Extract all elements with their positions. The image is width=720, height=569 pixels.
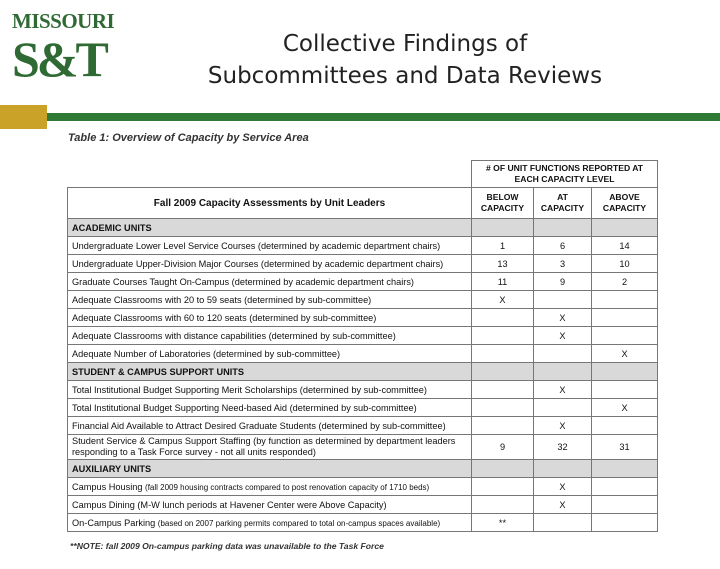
table-row (68, 514, 658, 532)
section-academic: ACADEMIC UNITS (68, 219, 472, 237)
main-header: Fall 2009 Capacity Assessments by Unit Leaders (68, 188, 472, 219)
section-row (68, 460, 658, 478)
table-row (68, 478, 658, 496)
missouri-st-logo (12, 9, 115, 90)
cell-above (592, 291, 658, 309)
table-caption: Table 1: Overview of Capacity by Service Area (68, 132, 309, 144)
cell-at: 9 (534, 273, 592, 291)
cell-below (472, 309, 534, 327)
logo-st: S&T (12, 31, 106, 87)
section-row (68, 363, 658, 381)
cell-below (472, 327, 534, 345)
cell-above: X (592, 399, 658, 417)
logo-missouri: MISSOURI (12, 9, 115, 33)
cell-above (592, 478, 658, 496)
cell-below (472, 399, 534, 417)
cell-below (472, 417, 534, 435)
cell-at: X (534, 478, 592, 496)
cell-below (472, 478, 534, 496)
cell-below (472, 345, 534, 363)
header-row-1 (68, 161, 658, 188)
section-student-support: STUDENT & CAMPUS SUPPORT UNITS (68, 363, 472, 381)
row-label: Graduate Courses Taught On-Campus (determined by academic department chairs) (68, 273, 472, 291)
cell-above (592, 327, 658, 345)
row-label-detail: (fall 2009 housing contracts compared to post renovation capacity of 1710 beds) (145, 482, 430, 492)
cell-at: X (534, 381, 592, 399)
row-label: Undergraduate Upper-Division Major Courses (determined by academic department chairs) (68, 255, 472, 273)
cell-below: 9 (472, 435, 534, 460)
table-row (68, 345, 658, 363)
cell-above (592, 381, 658, 399)
row-label (68, 478, 472, 496)
cell-at (534, 399, 592, 417)
row-label: Adequate Number of Laboratories (determined by sub-committee) (68, 345, 472, 363)
table-row (68, 291, 658, 309)
cell-above (592, 496, 658, 514)
row-label: Student Service & Campus Support Staffing (by function as determined by department leaders responding to a Task Force survey - not all units responded) (68, 435, 472, 460)
cell-at: X (534, 309, 592, 327)
col-header-below: BELOW CAPACITY (472, 188, 534, 219)
row-label: Adequate Classrooms with distance capabilities (determined by sub-committee) (68, 327, 472, 345)
header-blank (68, 161, 472, 188)
section-auxiliary: AUXILIARY UNITS (68, 460, 472, 478)
group-header: # OF UNIT FUNCTIONS REPORTED AT EACH CAPACITY LEVEL (472, 161, 658, 188)
cell-below: X (472, 291, 534, 309)
table-row (68, 309, 658, 327)
cell-at: 3 (534, 255, 592, 273)
cell-below: 1 (472, 237, 534, 255)
row-label: Total Institutional Budget Supporting Need-based Aid (determined by sub-committee) (68, 399, 472, 417)
title-line-1: Collective Findings of (282, 31, 528, 57)
cell-at (534, 514, 592, 532)
cell-above: 10 (592, 255, 658, 273)
table-row (68, 417, 658, 435)
row-label: Financial Aid Available to Attract Desired Graduate Students (determined by sub-committee) (68, 417, 472, 435)
cell-at: 32 (534, 435, 592, 460)
section-row (68, 219, 658, 237)
cell-above: 2 (592, 273, 658, 291)
cell-at: X (534, 327, 592, 345)
row-label: Total Institutional Budget Supporting Merit Scholarships (determined by sub-committee) (68, 381, 472, 399)
cell-below: ** (472, 514, 534, 532)
cell-below (472, 381, 534, 399)
row-label-main: On-Campus Parking (72, 517, 156, 528)
cell-above (592, 417, 658, 435)
cell-at (534, 345, 592, 363)
table-row (68, 237, 658, 255)
cell-at: 6 (534, 237, 592, 255)
cell-below: 13 (472, 255, 534, 273)
green-divider-bar (47, 113, 720, 121)
cell-above (592, 309, 658, 327)
cell-above: X (592, 345, 658, 363)
table-footnote: **NOTE: fall 2009 On-campus parking data was unavailable to the Task Force (70, 541, 384, 551)
header-row-2 (68, 188, 658, 219)
table-row (68, 399, 658, 417)
cell-below: 11 (472, 273, 534, 291)
table-row (68, 496, 658, 514)
cell-at: X (534, 417, 592, 435)
capacity-table (67, 160, 658, 532)
row-label: Campus Dining (M-W lunch periods at Havener Center were Above Capacity) (68, 496, 472, 514)
table-row (68, 435, 658, 460)
row-label-detail: (based on 2007 parking permits compared to total on-campus spaces available) (157, 518, 441, 528)
table-row (68, 381, 658, 399)
cell-below (472, 496, 534, 514)
cell-above: 14 (592, 237, 658, 255)
title-line-2: Subcommittees and Data Reviews (207, 63, 603, 89)
gold-accent-bar (0, 105, 47, 129)
cell-at: X (534, 496, 592, 514)
row-label: Adequate Classrooms with 20 to 59 seats (determined by sub-committee) (68, 291, 472, 309)
cell-at (534, 291, 592, 309)
row-label (68, 514, 472, 532)
row-label: Undergraduate Lower Level Service Courses (determined by academic department chairs) (68, 237, 472, 255)
table-row (68, 273, 658, 291)
row-label-main: Campus Housing (72, 481, 143, 492)
col-header-at: AT CAPACITY (534, 188, 592, 219)
page-title (190, 28, 620, 92)
col-header-above: ABOVE CAPACITY (592, 188, 658, 219)
row-label: Adequate Classrooms with 60 to 120 seats (determined by sub-committee) (68, 309, 472, 327)
cell-above (592, 514, 658, 532)
table-row (68, 255, 658, 273)
cell-above: 31 (592, 435, 658, 460)
table-row (68, 327, 658, 345)
